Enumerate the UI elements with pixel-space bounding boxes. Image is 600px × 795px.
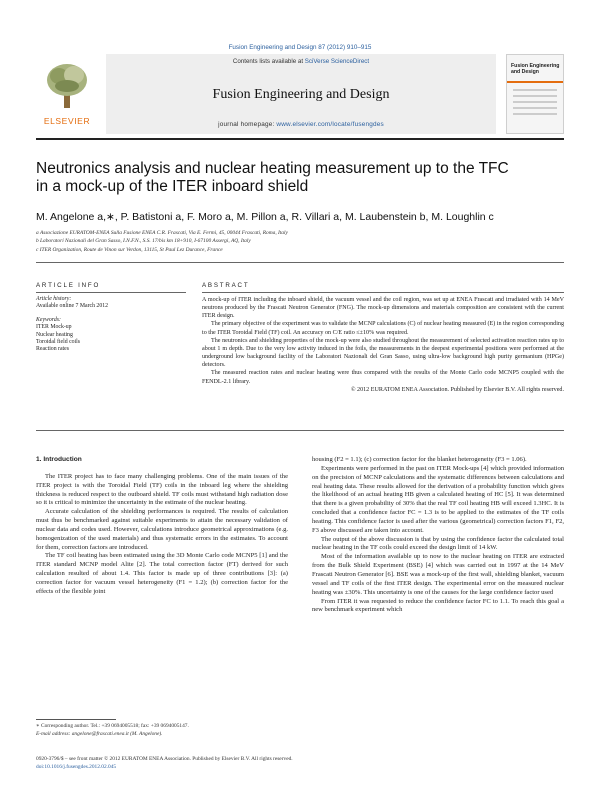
article-info <box>36 296 186 354</box>
paper-title-line-2: in a mock-up of the ITER inboard shield <box>36 178 309 195</box>
keywords-label: Keywords: <box>36 316 61 323</box>
abstract-paragraph: The primary objective of the experiment was to validate the MCNP calculations (C) of nuclear heating measured (E) in the region corresponding to the ITER Toroidal Field (TF) coil. An accuracy on C/E ratio ≤±10% was required. <box>202 321 564 336</box>
affiliation-c: c ITER Organization, Route de Vinon sur Verdon, 13115, St Paul Lez Durance, France <box>36 246 223 253</box>
header-rule <box>36 138 564 140</box>
history-value: Available online 7 March 2012 <box>36 303 109 310</box>
journal-cover-thumbnail[interactable] <box>506 54 564 134</box>
body-paragraph: Accurate calculation of the shielding performances is required. The results of calculation must thus be benchmarked against suitable experiments to attain the necessary validation of nuclear data and codes used. However, calculations introduce geometrical approximations (e.g. homogenization of the used materials) and thus systematic errors in the estimates. To account for them, correction factors are introduced. <box>36 508 288 551</box>
body-paragraph: The TF coil heating has been estimated using the 3D Monte Carlo code MCNP5 [1] and the ITER standard MCNP model Alite [2]. The total correction factor (FT) derived for such calculation resulted of about 1.4. This factor is made up of three contributions [3]: (a) correction factor for vacuum vessel heterogeneity (F1 = 1.2); (b) correction factor for the effects of the flexible joint <box>36 552 288 595</box>
issn-line: 0920-3796/$ – see front matter © 2012 EURATOM ENEA Association. Published by Elsevier B.V. All rights reserved. <box>36 756 293 762</box>
copyright-notice: © 2012 EURATOM ENEA Association. Published by Elsevier B.V. All rights reserved. <box>350 386 564 393</box>
author-email[interactable]: E-mail address: angelone@frascati.enea.it (M. Angelone). <box>36 730 163 737</box>
section-heading-introduction: 1. Introduction <box>36 456 82 463</box>
cover-band <box>507 81 563 83</box>
paper-title-line-1: Neutronics analysis and nuclear heating measurement up to the TFC <box>36 160 509 177</box>
body-paragraph: From ITER it was requested to reduce the confidence factor FC to 1.1. To reach this goal a new benchmark experiment which <box>312 597 564 614</box>
body-paragraph: housing (F2 = 1.1); (c) correction factor for the blanket heterogeneity (F3 = 1.06). <box>312 456 527 463</box>
paper-title <box>36 160 536 196</box>
abstract-body <box>202 296 564 394</box>
journal-header <box>36 54 564 134</box>
contents-prefix: Contents lists available at <box>232 58 305 65</box>
contents-line <box>106 58 496 65</box>
abstract-paragraph: The measured reaction rates and nuclear heating were thus compared with the results of the Monte Carlo code MCNP5 coupled with the FENDL-2.1 library. <box>202 370 564 385</box>
keyword: Reaction rates <box>36 346 69 353</box>
body-paragraph: The output of the above discussion is that by using the confidence factor the calculated total nuclear heating in the TF coils could exceed the design limit of 14 kW. <box>312 535 564 552</box>
homepage-prefix: journal homepage: <box>218 121 277 128</box>
doi-link[interactable]: doi:10.1016/j.fusengdes.2012.02.045 <box>36 763 117 770</box>
affiliations <box>36 229 564 254</box>
article-info-rule <box>36 292 186 293</box>
abstract-rule <box>202 292 564 293</box>
front-matter-info <box>36 756 564 772</box>
footnotes <box>36 723 296 739</box>
journal-title: Fusion Engineering and Design <box>212 87 390 102</box>
cover-title: Fusion Engineering and Design <box>511 63 560 75</box>
journal-citation[interactable]: Fusion Engineering and Design 87 (2012) 910–915 <box>228 44 372 51</box>
sciencedirect-link[interactable]: SciVerse ScienceDirect <box>304 58 370 65</box>
elsevier-wordmark: ELSEVIER <box>43 116 91 126</box>
abstract-bottom-rule <box>36 430 564 431</box>
elsevier-tree-icon <box>44 60 90 110</box>
body-column-right <box>312 456 564 615</box>
body-column-left <box>36 456 288 597</box>
article-info-heading: ARTICLE INFO <box>36 282 101 289</box>
keyword: Nuclear heating <box>36 331 73 338</box>
journal-homepage <box>106 121 496 128</box>
author-list: M. Angelone a,∗, P. Batistoni a, F. Moro a, M. Pillon a, R. Villari a, M. Laubenstein b, M. Loughlin c <box>36 211 494 223</box>
body-paragraph: Most of the information available up to now to the nuclear heating on ITER are extracted from the Bulk Shield Experiment (BSE) [4] which was carried out in 1997 at the 14 MeV Frascati Neutron Generator [6]. BSE was a mock-up of the first wall, shielding blanket, vacuum vessel and TF coils of the first ITER design. The experimental error on the measured nuclear heating was ±30%. This uncertainty is one of the causes for the large confidence factor used <box>312 553 564 596</box>
keyword: Toroidal field coils <box>36 339 81 346</box>
body-paragraph: The ITER project has to face many challenging problems. One of the main issues of the ITER project is with the Toroidal Field (TF) coils in the inboard leg where the shielding thickness is reduced respect to the outboard shield. TF coils must withstand high radiation dose so it is critical to minimize the uncertainty in the estimate of the nuclear heating. <box>36 472 288 507</box>
keyword: ITER Mock-up <box>36 324 72 331</box>
footnote-rule <box>36 719 116 720</box>
journal-banner <box>106 54 496 134</box>
body-paragraph: Experiments were performed in the past on ITER Mock-ups [4] which provided information on the precision of MCNP calculations and the systematic differences between calculations and real heating data. These results allowed for the derivation of a probability function which gives the likelihood of an actual heating HB given a calculated heating of HC [5]. It was determined that there is a given probability of 30% that the real TF coil heating HB will exceed 1.3HC. It is concluded that a confidence factor FC = 1.3 is to be applied to the estimates of the TF coils heating. This confidence factor is used after the various (geometrical) correction factors F1, F2, F3 above discussed are taken into account. <box>312 464 564 534</box>
abstract-paragraph: The neutronics and shielding properties of the mock-up were also studied throughout the measurement of selected activation reaction rates up to about 1 m depth. Due to the very low activity induced in the foils, the measurements in the deepest experimental positions were performed at the underground low background facility of the Laboratori Nazionali del Gran Sasso, using ultra-low background high purity germanium (HPGe) detectors. <box>202 337 564 369</box>
affiliation-b: b Laboratori Nazionali del Gran Sasso, I.N.F.N., S.S. 17/bis km 18+910, I-67100 Assergi, AQ, Italy <box>36 238 251 245</box>
homepage-link[interactable]: www.elsevier.com/locate/fusengdes <box>276 121 384 128</box>
elsevier-logo[interactable] <box>36 54 98 134</box>
history-label: Article history: <box>36 296 72 302</box>
cover-lines <box>513 89 557 119</box>
corresponding-author-note: ∗ Corresponding author. Tel.: +39 0694005518; fax: +39 0694005147. <box>36 723 189 729</box>
affil-rule <box>36 262 564 263</box>
abstract-paragraph: A mock-up of ITER including the inboard shield, the vacuum vessel and the coil region, was set up at ENEA Frascati and irradiated with 14 MeV neutrons produced by the Frascati Neutron Generator (FNG). The mock-up dimensions and materials composition are consistent with the current ITER design. <box>202 297 564 320</box>
affiliation-a: a Associazione EURATOM-ENEA Sulla Fusione ENEA C.R. Frascati, Via E. Fermi, 45, 00044 Frascati, Roma, Italy <box>36 230 288 236</box>
abstract-heading: ABSTRACT <box>202 282 250 289</box>
